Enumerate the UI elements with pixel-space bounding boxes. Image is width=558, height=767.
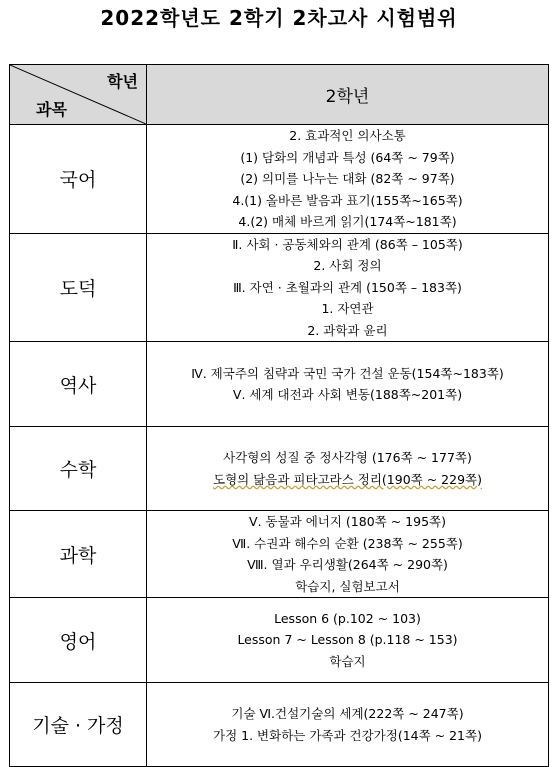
page-title: 2022학년도 2학기 2차고사 시험범위 <box>100 6 458 30</box>
scope-cell <box>147 233 549 342</box>
scope-line: (2) 의미를 나누는 대화 (82쪽 ~ 97쪽) <box>240 171 455 186</box>
scope-line: Ⅴ. 세계 대전과 사회 변동(188쪽~201쪽) <box>232 387 463 402</box>
scope-line: 2. 효과적인 의사소통 <box>289 128 406 143</box>
scope-cell <box>147 427 549 511</box>
scope-line: Ⅲ. 자연 · 초월과의 관계 (150쪽 – 183쪽) <box>233 279 462 295</box>
scope-line: 2. 사회 정의 <box>313 258 382 273</box>
scope-line: 학습지, 실험보고서 <box>295 578 400 594</box>
table-row <box>10 125 549 234</box>
scope-line: 4.(1) 올바른 발음과 표기(155쪽~165쪽) <box>232 192 463 208</box>
scope-line: 도형의 닮음과 피타고라스 정리(190쪽 ~ 229쪽) <box>213 471 482 487</box>
subject-cell: 영어 <box>10 598 147 683</box>
scope-cell <box>147 683 549 767</box>
scope-line: Lesson 6 (p.102 ~ 103) <box>274 610 421 626</box>
scope-cell <box>147 598 549 683</box>
table-row <box>10 683 549 767</box>
subject-cell: 기술 · 가정 <box>10 683 147 767</box>
subject-cell: 수학 <box>10 427 147 511</box>
header-corner-cell <box>10 65 147 125</box>
scope-line: 4.(2) 매체 바르게 읽기(174쪽~181쪽) <box>238 214 457 229</box>
table-row <box>10 511 549 598</box>
scope-cell <box>147 342 549 427</box>
scope-line: 1. 자연관 <box>321 301 374 316</box>
exam-scope-table <box>9 64 549 767</box>
scope-line: Ⅶ. 수권과 해수의 순환 (238쪽 ~ 255쪽) <box>232 535 463 551</box>
scope-line: Lesson 7 ~ Lesson 8 (p.118 ~ 153) <box>237 632 458 648</box>
table-row <box>10 233 549 342</box>
scope-line: Ⅳ. 제국주의 침략과 국민 국가 건설 운동(154쪽~183쪽) <box>191 365 504 381</box>
header-subject-label: 과목 <box>36 100 67 119</box>
table-header-row <box>10 65 549 125</box>
scope-cell <box>147 511 549 598</box>
subject-cell: 국어 <box>10 125 147 234</box>
header-grade-column: 2학년 <box>147 65 549 125</box>
scope-line: Ⅴ. 동물과 에너지 (180쪽 ~ 195쪽) <box>249 514 446 529</box>
scope-line: 사각형의 성질 중 정사각형 (176쪽 ~ 177쪽) <box>223 450 472 465</box>
subject-cell: 과학 <box>10 511 147 598</box>
table-row <box>10 342 549 427</box>
scope-line: 2. 과학과 윤리 <box>307 322 388 338</box>
subject-cell: 도덕 <box>10 233 147 342</box>
scope-line: Ⅱ. 사회 · 공동체와의 관계 (86쪽 – 105쪽) <box>232 236 463 252</box>
scope-line: Ⅷ. 열과 우리생활(264쪽 ~ 290쪽) <box>247 557 448 572</box>
header-grade-label: 학년 <box>107 72 138 91</box>
subject-cell: 역사 <box>10 342 147 427</box>
scope-line: 학습지 <box>329 653 366 669</box>
table-row <box>10 427 549 511</box>
table-row <box>10 598 549 683</box>
scope-line: (1) 담화의 개념과 특성 (64쪽 ~ 79쪽) <box>240 149 455 165</box>
scope-line: 가정 1. 변화하는 가족과 건강가정(14쪽 ~ 21쪽) <box>213 727 482 743</box>
scope-cell <box>147 125 549 234</box>
scope-line: 기술 Ⅵ.건설기술의 세계(222쪽 ~ 247쪽) <box>231 706 464 721</box>
